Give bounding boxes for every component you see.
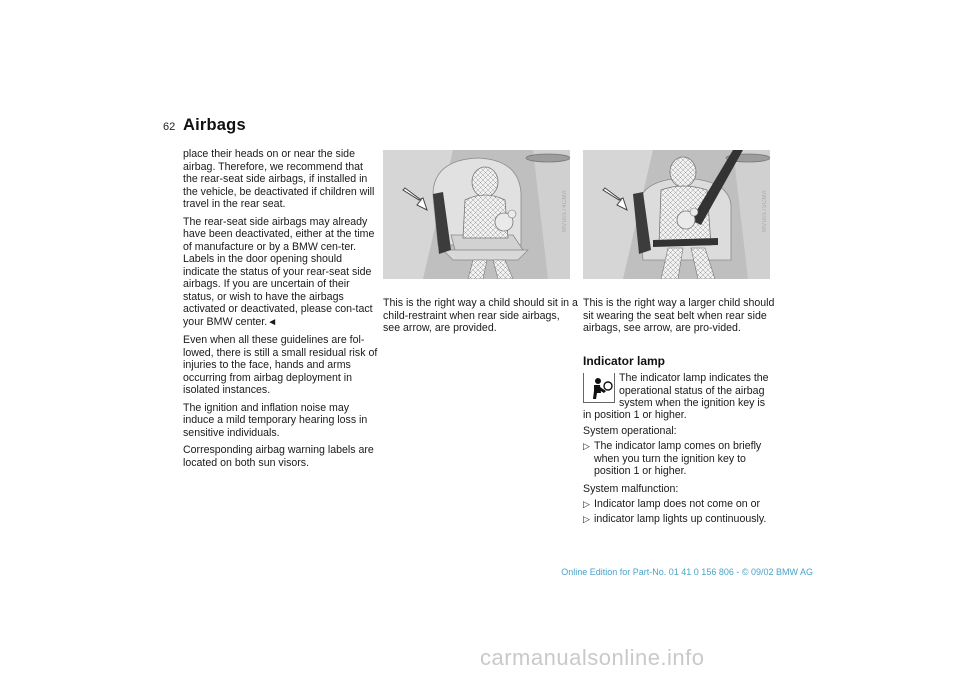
end-mark-icon: ◄ bbox=[267, 316, 278, 328]
indicator-details bbox=[583, 409, 783, 527]
indicator-intro-continued: in position 1 or higher. bbox=[583, 409, 687, 421]
page-number: 62 bbox=[163, 121, 176, 133]
list-item-text: Indicator lamp does not come on or bbox=[594, 498, 761, 510]
paragraph: The ignition and inflation noise may induce a mild temporary hearing loss in sensitive individuals. bbox=[183, 401, 368, 439]
indicator-lamp-heading: Indicator lamp bbox=[583, 354, 666, 368]
list-item bbox=[583, 513, 783, 526]
figure-code: MV00174CMA bbox=[562, 190, 568, 233]
list-item-text: The indicator lamp comes on briefly when you turn the ignition key to position 1 or higher. bbox=[594, 440, 762, 477]
bullet-arrow-icon: ▷ bbox=[583, 441, 590, 451]
list-item-text: indicator lamp lights up continuously. bbox=[594, 512, 767, 525]
indicator-intro: The indicator lamp indicates the operational status of the airbag system when the ignition key is bbox=[619, 372, 769, 409]
child-seat-drawing bbox=[383, 150, 570, 279]
bullet-arrow-icon: ▷ bbox=[583, 499, 590, 509]
list-item bbox=[583, 498, 783, 511]
seat-belt-illustration bbox=[583, 150, 770, 279]
paragraph-text: The rear-seat side airbags may already have been deactivated, either at the time of manufacture or by a BMW cen-ter. Labels in the door opening should indicate the status of your rear-seat side airbags. If you are uncertain of their status, or wish to have the airbags activated or deactivated, please con-tact your BMW center. bbox=[183, 215, 375, 328]
paragraph: Even when all these guidelines are fol-lowed, there is still a small residual risk of injuries to the face, hands and arms occurring from airbag deployment in isolated instances. bbox=[183, 334, 378, 396]
section-title: Airbags bbox=[183, 116, 246, 134]
figure-code: MV00175CMA bbox=[762, 190, 768, 233]
child-restraint-illustration bbox=[383, 150, 570, 279]
list-item bbox=[583, 440, 783, 478]
paragraph: place their heads on or near the side airbag. Therefore, we recommend that the rear-seat side airbags, if installed in the vehicle, be deactivated if children will travel in the rear seat. bbox=[183, 148, 375, 210]
operational-label: System operational: bbox=[583, 424, 677, 437]
bullet-arrow-icon: ▷ bbox=[583, 513, 590, 524]
figure-1-caption: This is the right way a child should sit in a child-restraint when rear side airbags, see arrow, are provided. bbox=[383, 297, 578, 334]
paragraph bbox=[183, 216, 378, 330]
footer-edition-note: Online Edition for Part-No. 01 41 0 156 806 - © 09/02 BMW AG bbox=[561, 567, 813, 577]
malfunction-label: System malfunction: bbox=[583, 482, 679, 495]
airbag-person-icon bbox=[583, 373, 615, 403]
figure-2-caption: This is the right way a larger child should sit wearing the seat belt when rear side airbags, see arrow, are pro-vided. bbox=[583, 297, 775, 334]
paragraph: Corresponding airbag warning labels are located on both sun visors. bbox=[183, 444, 374, 469]
column-1-text bbox=[183, 148, 378, 474]
watermark: carmanualsonline.info bbox=[480, 645, 705, 670]
seat-belt-drawing bbox=[583, 150, 770, 279]
